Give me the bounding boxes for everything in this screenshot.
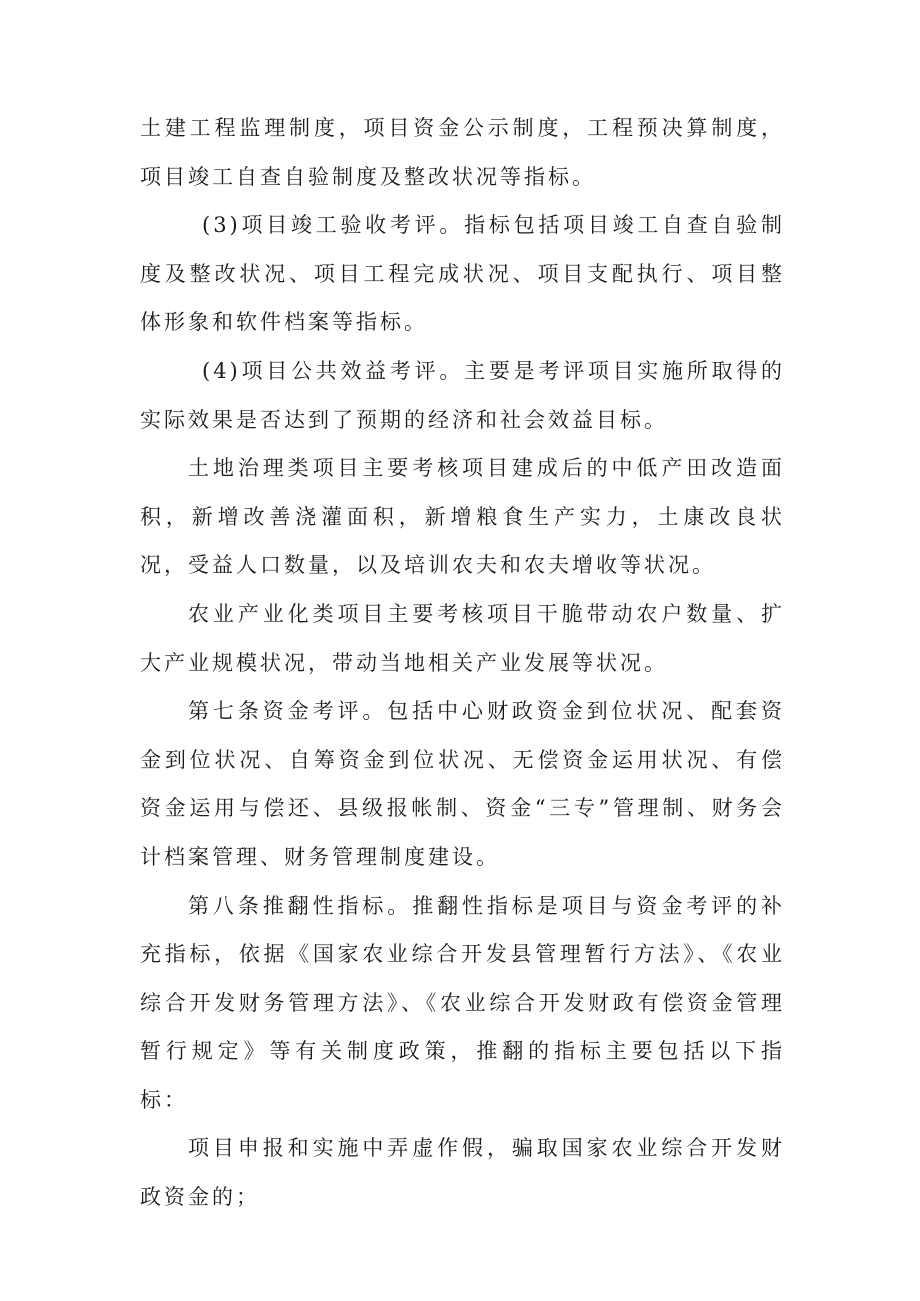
paragraph-indicator-1: 项目申报和实施中弄虚作假，骗取国家农业综合开发财政资金的； xyxy=(140,1136,785,1210)
paragraph-article-7: 第七条资金考评。包括中心财政资金到位状况、配套资金到位状况、自筹资金到位状况、无偿资金运用状况、有偿资金运用与偿还、县级报帐制、资金“三专”管理制、财务会计档案管理、财务管理制度建设。 xyxy=(140,699,785,869)
paragraph-item-3: (3)项目竣工验收考评。指标包括项目竣工自查自验制度及整改状况、项目工程完成状况、项目支配执行、项目整体形象和软件档案等指标。 xyxy=(140,213,785,335)
paragraph-continuation: 土建工程监理制度，项目资金公示制度，工程预决算制度，项目竣工自查自验制度及整改状况等指标。 xyxy=(140,116,785,189)
paragraph-industrialization: 农业产业化类项目主要考核项目干脆带动农户数量、扩大产业规模状况，带动当地相关产业发展等状况。 xyxy=(140,601,785,675)
paragraph-item-4: (4)项目公共效益考评。主要是考评项目实施所取得的实际效果是否达到了预期的经济和社会效益目标。 xyxy=(140,358,785,432)
paragraph-article-8: 第八条推翻性指标。推翻性指标是项目与资金考评的补充指标，依据《国家农业综合开发县管理暂行方法》、《农业综合开发财务管理方法》、《农业综合开发财政有偿资金管理暂行规定》等有关制度政策，推翻的指标主要包括以下指标： xyxy=(140,893,785,1112)
document-body xyxy=(140,104,785,1222)
paragraph-land-management: 土地治理类项目主要考核项目建成后的中低产田改造面积，新增改善浇灌面积，新增粮食生产实力，土康改良状况，受益人口数量，以及培训农夫和农夫增收等状况。 xyxy=(140,456,785,578)
